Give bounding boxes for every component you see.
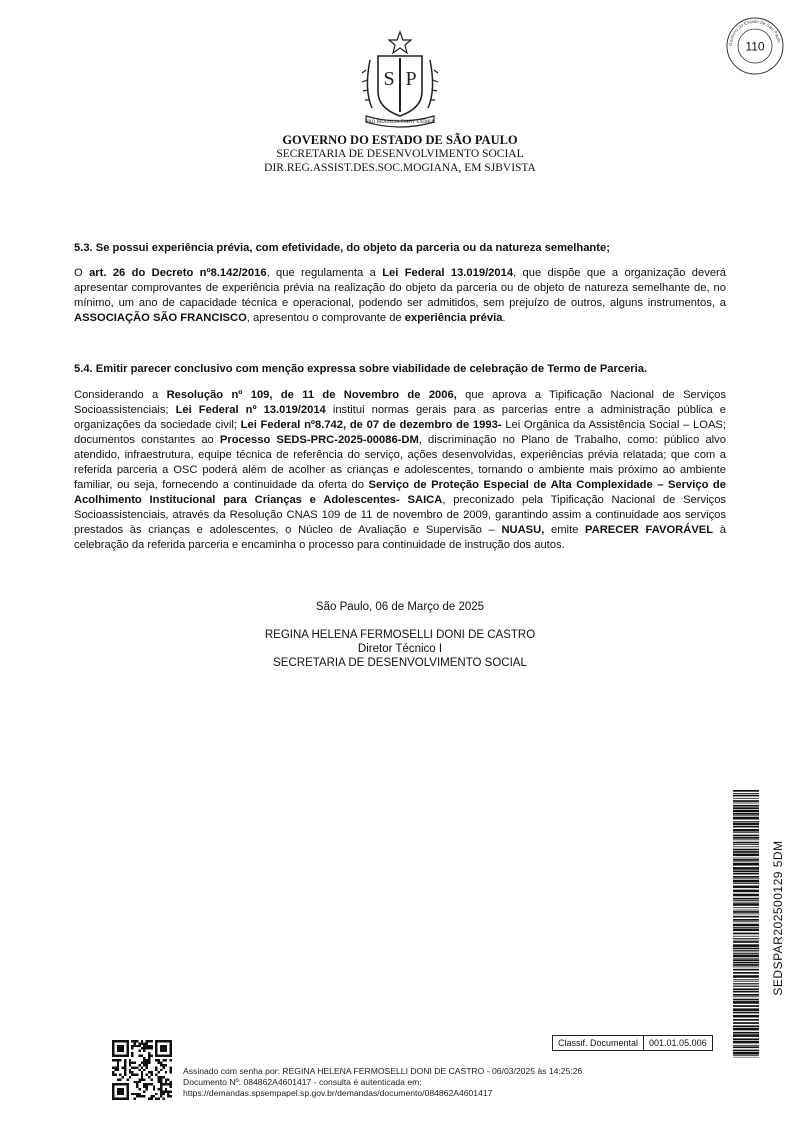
qr-code-icon[interactable]: [112, 1040, 172, 1100]
footer-document-number: Documento Nº: 084862A4601417 - consulta é autenticada em:: [183, 1077, 422, 1087]
state-coat-of-arms-icon: [350, 30, 450, 130]
page-number: 110: [745, 39, 765, 54]
place-and-date: São Paulo, 06 de Março de 2025: [315, 601, 485, 613]
classification-label: Classif. Documental: [558, 1038, 639, 1048]
classification-box: [552, 1035, 713, 1051]
section-5-3-heading: 5.3. Se possui experiência prévia, com efetividade, do objeto da parceria ou da natureza semelhante;: [74, 242, 610, 254]
section-5-4-paragraph: Considerando a Resolução nº 109, de 11 de Novembro de 2006, que aprova a Tipificação Nacional de Serviços Socioassistenciais; Lei Federal nº 13.019/2014 institui normas gerais para as parcerias entre a administração pública e organizações da sociedade civil; Lei Federal nº8.742, de 07 de dezembro de 1993- Lei Orgânica da Assistência Social – LOAS; documentos constantes ao Processo SEDS-PRC-2025-00086-DM, discriminação no Plano de Trabalho, como: público alvo atendido, infraestrutura, equipe técnica de referência do serviço, ações desenvolvidas, experiências prévia relatada; que com a referida parceria a OSC poderá além de acolher as crianças e adolescentes, tornando o ambiente mais próximo ao ambiente familiar, ou seja, fornecendo a continuidade da oferta do Serviço de Proteção Especial de Alta Complexidade – Serviço de Acolhimento Institucional para Crianças e Adolescentes- SAICA, preconizado pela Tipificação Nacional de Serviços Socioassistenciais, através da Resolução CNAS 109 de 11 de novembro de 2009, garantindo assim a continuidade aos serviços prestados às crianças e adolescentes, o Núcleo de Avaliação e Supervisão – NUASU, emite PARECER FAVORÁVEL à celebração da referida parceria e encaminha o processo para continuidade de instrução dos autos.: [74, 389, 727, 551]
stamp-ring-text: Governo do Estado de São Paulo: [727, 18, 782, 47]
barcode-text: SEDSPAR202500129 5DM: [771, 840, 785, 996]
signer-role: Diretor Técnico I: [357, 643, 443, 655]
document-barcode-icon: [733, 790, 759, 1058]
section-5-3-paragraph: O art. 26 do Decreto nº8.142/2016, que regulamenta a Lei Federal 13.019/2014, que dispõe que a organização deverá apresentar comprovantes de experiência prévia na realização do objeto da parceria ou de objeto de natureza semelhante de, no mínimo, um ano de capacidade técnica e operacional, podendo ser admitidos, sem prejuízo de outros, alguns instrumentos, a ASSOCIAÇÃO SÃO FRANCISCO, apresentou o comprovante de experiência prévia.: [74, 267, 726, 324]
directorate-name: DIR.REG.ASSIST.DES.SOC.MOGIANA, EM SJBVISTA: [264, 162, 536, 174]
classification-value: 001.01.05.006: [643, 1036, 712, 1050]
section-5-4-heading: 5.4. Emitir parecer conclusivo com menção expressa sobre viabilidade de celebração de Termo de Parceria.: [74, 363, 648, 375]
crest-letter-s: S: [383, 68, 395, 90]
crest-motto: PRO BRASILIA FIANT EXIMIA: [365, 120, 435, 125]
signer-department: SECRETARIA DE DESENVOLVIMENTO SOCIAL: [273, 657, 527, 669]
crest-letter-p: P: [405, 68, 417, 90]
footer-signature-line: Assinado com senha por: REGINA HELENA FERMOSELLI DONI DE CASTRO - 06/03/2025 às 14:25:26: [183, 1066, 583, 1076]
department-name: SECRETARIA DE DESENVOLVIMENTO SOCIAL: [276, 148, 524, 160]
footer-verification-url[interactable]: https://demandas.spsempapel.sp.gov.br/demandas/documento/084862A4601417: [183, 1088, 493, 1098]
government-title: GOVERNO DO ESTADO DE SÃO PAULO: [282, 133, 518, 147]
signer-name: REGINA HELENA FERMOSELLI DONI DE CASTRO: [264, 629, 536, 641]
page-number-stamp: [725, 16, 785, 76]
